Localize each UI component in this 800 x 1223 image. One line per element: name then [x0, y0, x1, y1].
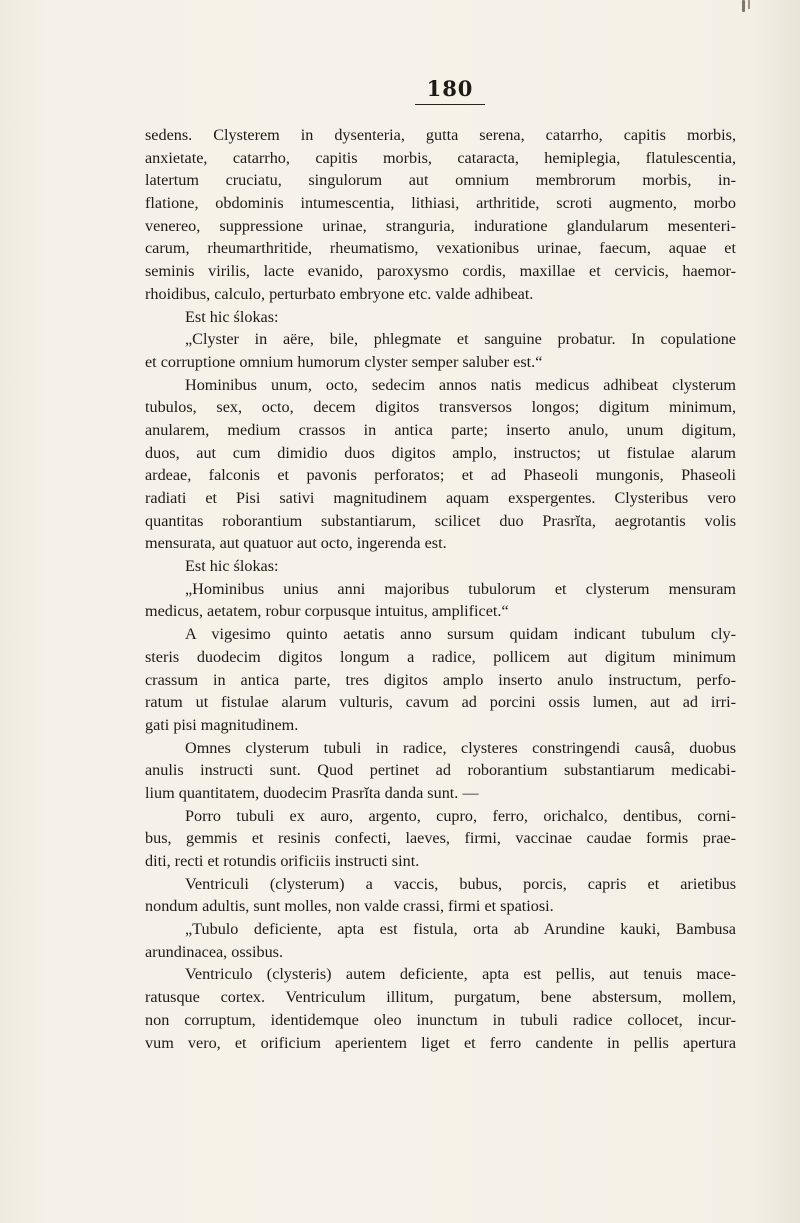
- text-line: vum vero, et orificium aperientem liget et ferro candente in pellis apertura: [145, 1033, 736, 1052]
- text-line: Ventriculi (clysterum) a vaccis, bubus, porcis, capris et arietibus: [185, 874, 736, 893]
- text-line: et corruptione omnium humorum clyster semper saluber est.“: [145, 352, 543, 371]
- text-line: ratusque cortex. Ventriculum illitum, purgatum, bene abstersum, mollem,: [145, 988, 736, 1007]
- text-line: sedens. Clysterem in dysenteria, gutta serena, catarrho, capitis morbis,: [145, 126, 736, 144]
- text-line: Est hic ślokas:: [185, 557, 279, 576]
- text-line: tubulos, sex, octo, decem digitos transversos longos; digitum minimum,: [145, 398, 736, 417]
- text-line: anularem, medium crassos in antica parte; inserto anulo, unum digitum,: [145, 420, 736, 439]
- text-line: crassum in antica parte, tres digitos amplo inserto anulo instructum, perfo-: [145, 670, 736, 689]
- text-line: diti, recti et rotundis orificiis instructi sint.: [145, 852, 420, 870]
- text-line: arundinacea, ossibus.: [145, 942, 284, 961]
- text-line: duos, aut cum dimidio duos digitos amplo, instructos; ut fistulae alarum: [145, 443, 736, 462]
- text-line: anulis instructi sunt. Quod pertinet ad roborantium substantiarum medicabi-: [145, 761, 736, 780]
- text-line: latertum cruciatu, singulorum aut omnium membrorum morbis, in-: [145, 171, 736, 190]
- text-line: nondum adultis, sunt molles, non valde crassi, firmi et spatiosi.: [145, 897, 554, 916]
- text-line: „Hominibus unius anni majoribus tubulorum et clysterum mensuram: [185, 579, 736, 598]
- text-line: „Tubulo deficiente, apta est fistula, orta ab Arundine kauki, Bambusa: [185, 920, 736, 939]
- text-line: flatione, obdominis intumescentia, lithiasi, arthritide, scroti augmento, morbo: [145, 194, 736, 213]
- text-line: carum, rheumarthritide, rheumatismo, vexationibus urinae, faecum, aquae et: [145, 239, 736, 258]
- text-line: ratum ut fistulae alarum vulturis, cavum ad porcini ossis lumen, aut ad irri-: [145, 693, 736, 712]
- text-line: Est hic ślokas:: [185, 307, 279, 326]
- text-line: non corruptum, identidemque oleo inunctum in tubuli radice collocet, incur-: [145, 1010, 736, 1029]
- text-line: A vigesimo quinto aetatis anno sursum quidam indicant tubulum cly-: [185, 625, 736, 644]
- page-edge-mark: [736, 0, 756, 14]
- text-line: ardeae, falconis et pavonis perforatos; et ad Phaseoli mungonis, Phaseoli: [145, 466, 736, 485]
- text-line: gati pisi magnitudinem.: [145, 715, 299, 734]
- text-line: medicus, aetatem, robur corpusque intuitus, amplificet.“: [145, 602, 509, 621]
- text-line: quantitas roborantium substantiarum, scilicet duo Prasrĭta, aegrotantis volis: [145, 511, 736, 530]
- text-line: Porro tubuli ex auro, argento, cupro, ferro, orichalco, dentibus, corni-: [185, 806, 736, 825]
- text-line: Hominibus unum, octo, sedecim annos natis medicus adhibeat clysterum: [185, 375, 736, 394]
- text-line: venereo, suppressione urinae, stranguria, induratione glandularum mesenteri-: [145, 216, 736, 235]
- text-line: mensurata, aut quatuor aut octo, ingerenda est.: [145, 534, 447, 553]
- text-line: „Clyster in aëre, bile, phlegmate et sanguine probatur. In copulatione: [185, 330, 736, 349]
- text-line: lium quantitatem, duodecim Prasrĭta danda sunt. —: [145, 783, 479, 802]
- text-line: seminis virilis, lacte evanido, paroxysmo cordis, maxillae et cervicis, haemor-: [145, 262, 736, 281]
- text-line: radiati et Pisi sativi magnitudinem aquam exspergentes. Clysteribus vero: [145, 489, 736, 507]
- text-line: bus, gemmis et resinis confecti, laeves, firmi, vaccinae caudae formis prae-: [145, 829, 736, 848]
- text-line: anxietate, catarrho, capitis morbis, cataracta, hemiplegia, flatulescentia,: [145, 148, 736, 167]
- page-number-rule: [415, 104, 485, 105]
- text-line: Omnes clysterum tubuli in radice, clysteres constringendi causâ, duobus: [185, 738, 736, 757]
- body-text: [145, 124, 736, 1054]
- page-number: 180: [426, 76, 474, 101]
- text-line: rhoidibus, calculo, perturbato embryone etc. valde adhibeat.: [145, 284, 534, 303]
- text-line: steris duodecim digitos longum a radice, pollicem aut digitum minimum: [145, 647, 736, 666]
- text-line: Ventriculo (clysteris) autem deficiente, apta est pellis, aut tenuis mace-: [185, 965, 736, 984]
